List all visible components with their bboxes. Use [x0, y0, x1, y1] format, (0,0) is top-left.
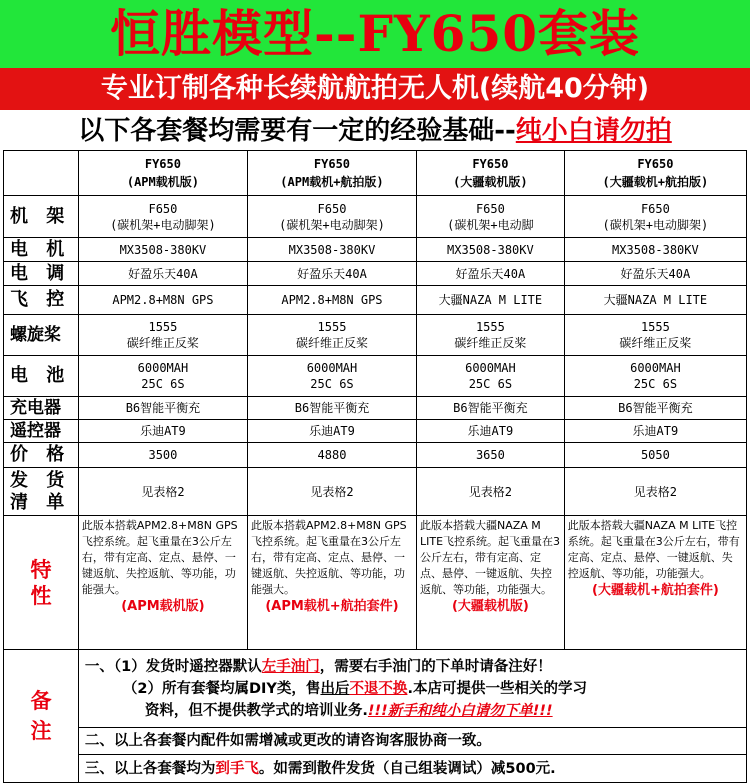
cell: 3500 — [78, 443, 247, 468]
row-note-3 — [4, 755, 747, 783]
row-battery — [4, 356, 747, 397]
row-motor — [4, 238, 747, 262]
row-shipping-list — [4, 468, 747, 516]
feature-tag: (APM载机版) — [121, 599, 205, 614]
cell: F650 (碳机架+电动脚架) — [247, 196, 416, 238]
row-flight-controller — [4, 286, 747, 315]
cell: 好盈乐天40A — [564, 262, 746, 286]
row-label: 电 机 — [4, 238, 79, 262]
column-header-apm: FY650 (APM载机版) — [78, 151, 247, 196]
cell: 1555 碳纤维正反桨 — [78, 315, 247, 356]
cell: B6智能平衡充 — [247, 397, 416, 420]
cell: APM2.8+M8N GPS — [78, 286, 247, 315]
feature-tag: (APM载机+航拍套件) — [265, 599, 399, 614]
row-note-1 — [4, 650, 747, 728]
page-subtitle: 专业订制各种长续航航拍无人机(续航40分钟) — [0, 68, 750, 110]
cell: MX3508-380KV — [564, 238, 746, 262]
row-label: 电 调 — [4, 262, 79, 286]
cell: 好盈乐天40A — [417, 262, 565, 286]
cell: 大疆NAZA M LITE — [417, 286, 565, 315]
row-price — [4, 443, 747, 468]
cell: B6智能平衡充 — [564, 397, 746, 420]
cell: 乐迪AT9 — [564, 420, 746, 443]
cell: 6000MAH 25C 6S — [564, 356, 746, 397]
column-header-dji: FY650 (大疆载机版) — [417, 151, 565, 196]
column-header-dji-aerial: FY650 (大疆载机+航拍版) — [564, 151, 746, 196]
cell: 乐迪AT9 — [417, 420, 565, 443]
notes-label: 备 注 — [4, 650, 79, 783]
feature-tag: (大疆载机+航拍套件) — [592, 583, 719, 598]
note-1: 一、（1）发货时遥控器默认左手油门，需要右手油门的下单时请备注好！ （2）所有套餐均属DIY类，售出后不退不换.本店可提供一些相关的学习 资料，但不提供教学式的培训业务.!!!新手和纯小白请勿下单!!! — [78, 650, 746, 728]
cell: F650 (碳机架+电动脚 — [417, 196, 565, 238]
row-propeller — [4, 315, 747, 356]
cell: MX3508-380KV — [247, 238, 416, 262]
row-label: 遥控器 — [4, 420, 79, 443]
row-label: 充电器 — [4, 397, 79, 420]
cell: 大疆NAZA M LITE — [564, 286, 746, 315]
notice-warning: 纯小白请勿拍 — [515, 116, 672, 146]
row-note-2 — [4, 728, 747, 755]
cell: 3650 — [417, 443, 565, 468]
notice-prefix: 以下各套餐均需要有一定的经验基础-- — [78, 116, 516, 146]
row-esc — [4, 262, 747, 286]
note-2: 二、以上各套餐内配件如需增减或更改的请咨询客服协商一致。 — [78, 728, 746, 755]
cell: B6智能平衡充 — [78, 397, 247, 420]
row-label: 螺旋桨 — [4, 315, 79, 356]
cell: 好盈乐天40A — [247, 262, 416, 286]
cell: 4880 — [247, 443, 416, 468]
cell: 乐迪AT9 — [247, 420, 416, 443]
feature-tag: (大疆载机版) — [451, 599, 529, 614]
cell: 1555 碳纤维正反桨 — [247, 315, 416, 356]
cell: MX3508-380KV — [417, 238, 565, 262]
page-title: 恒胜模型--FY650套装 — [0, 0, 750, 68]
spec-table — [3, 150, 747, 783]
cell: 见表格2 — [417, 468, 565, 516]
feature-cell: 此版本搭载大疆NAZA M LITE飞控系统。起飞重量在3公斤左右，带有定高、定点、悬停、一键返航、失控返航、等功能，功能强大。 (大疆载机版) — [417, 516, 565, 650]
header-row — [4, 151, 747, 196]
cell: 见表格2 — [78, 468, 247, 516]
cell: F650 (碳机架+电动脚架) — [78, 196, 247, 238]
feature-cell: 此版本搭载APM2.8+M8N GPS飞控系统。起飞重量在3公斤左右，带有定高、定点、悬停、一键返航、失控返航、等功能，功能强大。 (APM载机+航拍套件) — [247, 516, 416, 650]
cell: 6000MAH 25C 6S — [247, 356, 416, 397]
row-remote — [4, 420, 747, 443]
cell: 乐迪AT9 — [78, 420, 247, 443]
cell: 6000MAH 25C 6S — [417, 356, 565, 397]
cell: APM2.8+M8N GPS — [247, 286, 416, 315]
row-features — [4, 516, 747, 650]
cell: MX3508-380KV — [78, 238, 247, 262]
cell: 5050 — [564, 443, 746, 468]
cell: 见表格2 — [247, 468, 416, 516]
feature-cell: 此版本搭载APM2.8+M8N GPS飞控系统。起飞重量在3公斤左右，带有定高、定点、悬停、一键返航、失控返航、等功能，功能强大。 (APM载机版) — [78, 516, 247, 650]
row-frame — [4, 196, 747, 238]
cell: 1555 碳纤维正反桨 — [417, 315, 565, 356]
row-label: 飞 控 — [4, 286, 79, 315]
row-charger — [4, 397, 747, 420]
cell: 1555 碳纤维正反桨 — [564, 315, 746, 356]
column-header-apm-aerial: FY650 (APM载机+航拍版) — [247, 151, 416, 196]
feature-cell: 此版本搭载大疆NAZA M LITE飞控系统。起飞重量在3公斤左右，带有定高、定点、悬停、一键返航、失控返航、等功能，功能强大。 (大疆载机+航拍套件) — [564, 516, 746, 650]
cell: 见表格2 — [564, 468, 746, 516]
features-label: 特 性 — [4, 516, 79, 650]
cell: F650 (碳机架+电动脚架) — [564, 196, 746, 238]
row-label: 机 架 — [4, 196, 79, 238]
cell: 6000MAH 25C 6S — [78, 356, 247, 397]
cell: B6智能平衡充 — [417, 397, 565, 420]
row-label: 发 货 清 单 — [4, 468, 79, 516]
experience-notice — [0, 110, 750, 150]
header-corner — [4, 151, 79, 196]
note-3: 三、以上各套餐均为到手飞。如需到散件发货（自己组装调试）减500元. — [78, 755, 746, 783]
cell: 好盈乐天40A — [78, 262, 247, 286]
row-label: 电 池 — [4, 356, 79, 397]
row-label: 价 格 — [4, 443, 79, 468]
